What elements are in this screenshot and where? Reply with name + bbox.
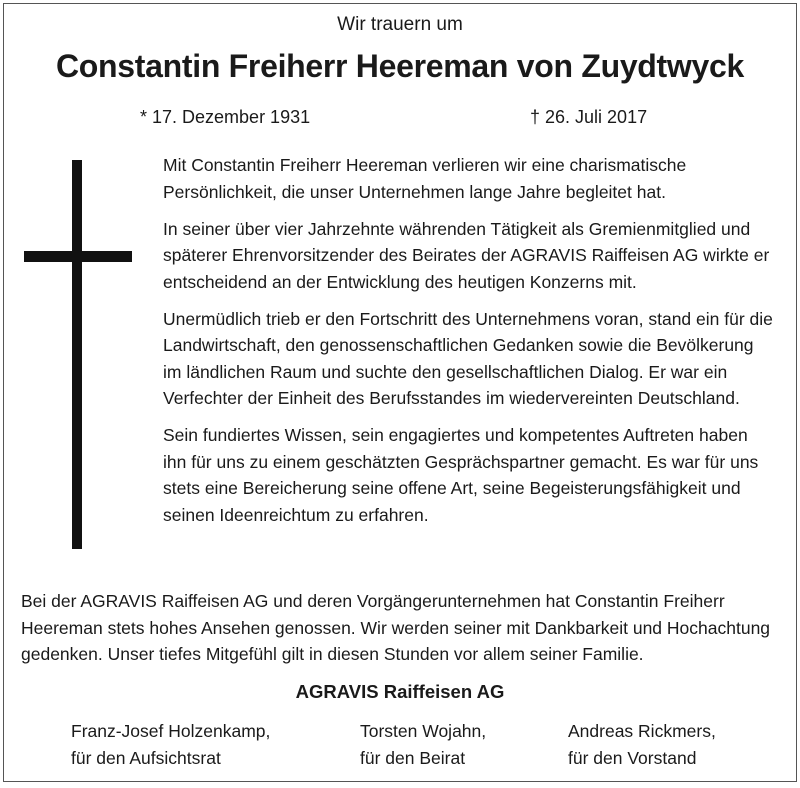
signatory (71, 718, 270, 772)
signatory-name: Torsten Wojahn, (360, 721, 487, 741)
signatory-role: für den Beirat (360, 748, 466, 768)
signatory-name: Franz-Josef Holzenkamp, (71, 721, 271, 741)
signatory (568, 718, 716, 772)
tribute-paragraph: Mit Constantin Freiherr Heereman verlieren wir eine charismatische Persönlichkeit, die unser Unternehmen lange Jahre begleitet hat. (163, 155, 687, 202)
closing-text (21, 588, 781, 668)
obituary-notice (3, 3, 797, 782)
cross-horizontal-bar (24, 251, 132, 262)
signatory-role: für den Vorstand (568, 748, 697, 768)
death-date: † 26. Juli 2017 (530, 107, 648, 127)
birth-date: * 17. Dezember 1931 (140, 107, 311, 127)
deceased-name: Constantin Freiherr Heereman von Zuydtwyck (55, 48, 744, 84)
tribute-text (163, 152, 773, 539)
company-name: AGRAVIS Raiffeisen AG (295, 681, 505, 702)
signatory (360, 718, 486, 772)
cross-vertical-bar (72, 160, 82, 549)
tribute-paragraph: In seiner über vier Jahrzehnte währenden Tätigkeit als Gremienmitglied und späterer Ehrenvorsitzender des Beirates der AGRAVIS Raiffeisen AG wirkte er entscheidend an der Entwicklung des heutigen Konzerns mit. (163, 218, 770, 292)
tribute-paragraph: Sein fundiertes Wissen, sein engagiertes und kompetentes Auftreten haben ihn für uns zu einem geschätzten Gesprächspartner gemacht. Es war für uns stets eine Bereicherung seine offene Art, seine Begeisterungsfähigkeit und seinen Ideenreichtum zu erfahren. (163, 425, 759, 525)
tribute-paragraph: Unermüdlich trieb er den Fortschritt des Unternehmens voran, stand ein für die Landwirtschaft, den genossenschaftlichen Gedanken sowie die Bevölkerung im ländlichen Raum und suchte den gesellschaftlichen Dialog. Er war ein Verfechter der Einheit des Berufsstandes im wiedervereinten Deutschland. (163, 308, 773, 408)
signatory-name: Andreas Rickmers, (568, 721, 716, 741)
intro-line: Wir trauern um (337, 14, 463, 35)
closing-paragraph: Bei der AGRAVIS Raiffeisen AG und deren Vorgängerunternehmen hat Constantin Freiherr Heereman stets hohes Ansehen genossen. Wir werden seiner mit Dankbarkeit und Hochachtung gedenken. Unser tiefes Mitgefühl gilt in diesen Stunden vor allem seiner Familie. (21, 591, 771, 664)
signatory-role: für den Aufsichtsrat (71, 748, 221, 768)
